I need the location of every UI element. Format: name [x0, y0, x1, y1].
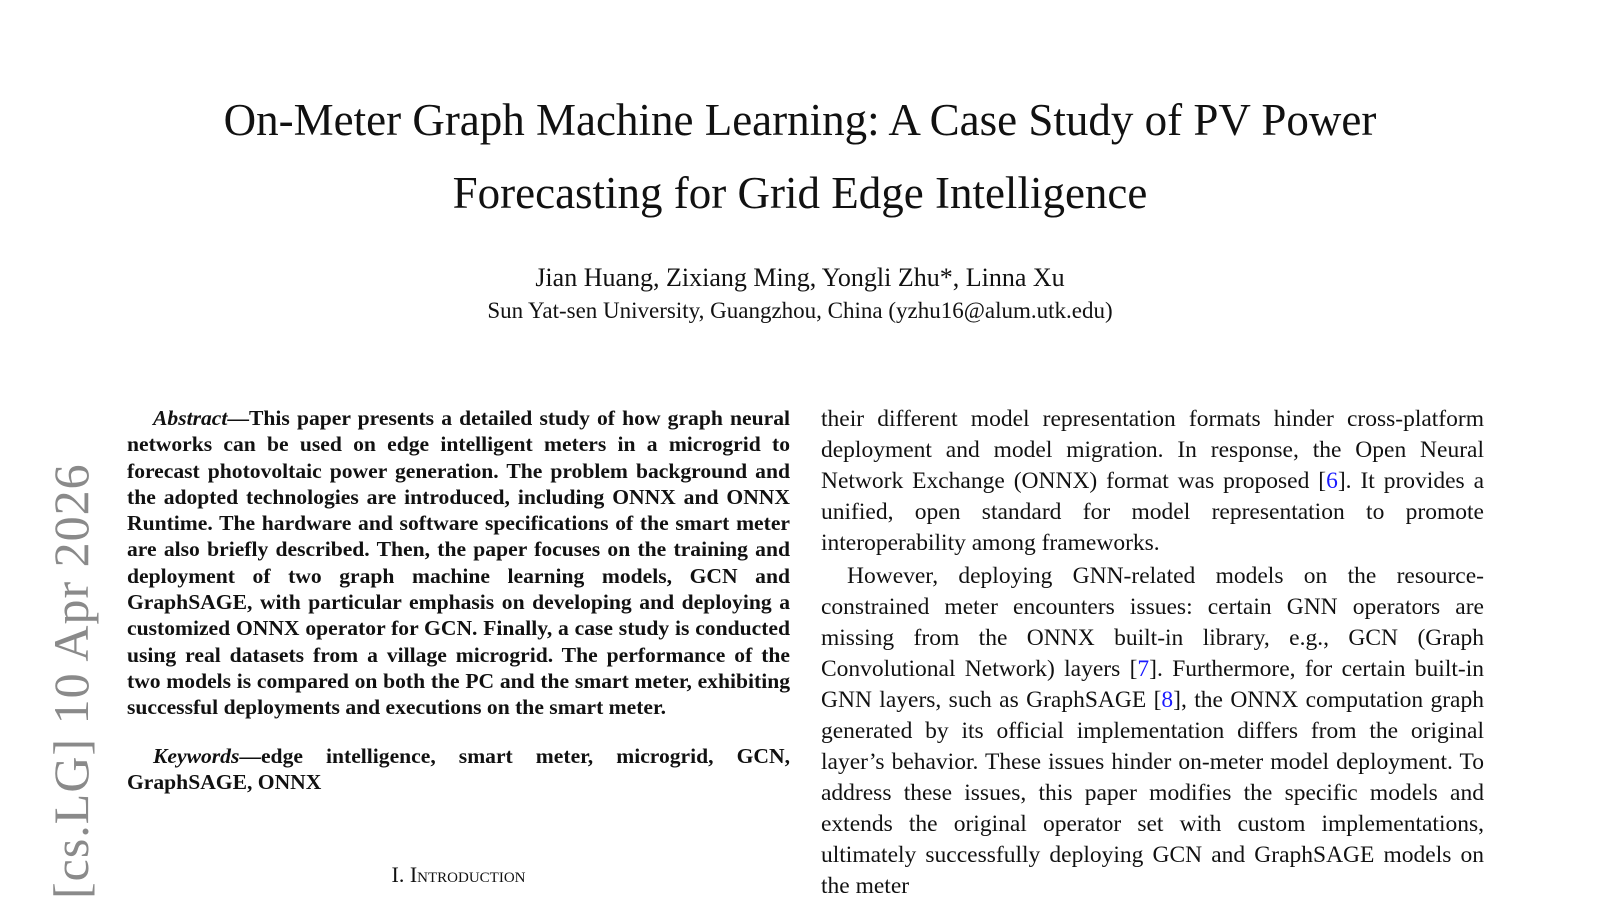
abstract	[127, 405, 790, 721]
paragraph-text: ], the ONNX computation graph generated by its official implementation differs from the original layer’s behavior. These issues hinder on-meter model deployment. To address these issues, this paper modifies the specific models and extends the original operator set with custom implementations, ultimately successfully deploying GCN and GraphSAGE models on the meter	[821, 687, 1484, 899]
affiliation: Sun Yat-sen University, Guangzhou, China (yzhu16@alum.utk.edu)	[487, 298, 1113, 323]
section-heading-introduction: I. Introduction	[391, 862, 526, 887]
abstract-text: This paper presents a detailed study of how graph neural networks can be used on edge intelligent meters in a microgrid to forecast photovoltaic power generation. The problem background and the adopted technologies are introduced, including ONNX and ONNX Runtime. The hardware and software specifications of the smart meter are also briefly described. Then, the paper focuses on the training and deployment of two graph machine learning models, GCN and GraphSAGE, with particular emphasis on developing and deploying a customized ONNX operator for GCN. Finally, a case study is conducted using real datasets from a village microgrid. The performance of the two models is compared on both the PC and the smart meter, exhibiting successful deployments and executions on the smart meter.	[127, 406, 790, 720]
keywords-dash: —	[239, 743, 261, 768]
paragraph-text: ]. Furthermore, for certain built-in GNN layers, such as GraphSAGE [	[821, 656, 1484, 713]
paragraph-text: However, deploying GNN-related models on the resource-constrained meter encounters issues: certain GNN operators are missing from the ONNX built-in library, e.g., GCN (Graph Convolutional Network) layers [	[821, 563, 1484, 682]
paragraph-1	[821, 404, 1484, 559]
keywords	[127, 743, 790, 796]
citation-link-6[interactable]: 6	[1326, 468, 1338, 494]
citation-link-7[interactable]: 7	[1137, 656, 1150, 682]
abstract-dash: —	[227, 406, 249, 430]
abstract-label: Abstract	[153, 406, 228, 430]
paragraph-text: their different model representation formats hinder cross-platform deployment and model migration. In response, the Open Neural Network Exchange (ONNX) format was proposed [	[821, 406, 1484, 494]
citation-link-8[interactable]: 8	[1161, 687, 1174, 713]
title-line-1: On-Meter Graph Machine Learning: A Case Study of PV Power	[223, 95, 1377, 145]
keywords-label: Keywords	[153, 743, 240, 768]
title-line-2: Forecasting for Grid Edge Intelligence	[452, 168, 1148, 218]
left-column	[127, 405, 790, 795]
keywords-text: edge intelligence, smart meter, microgrid, GCN, GraphSAGE, ONNX	[127, 743, 790, 794]
paragraph-2	[821, 561, 1484, 902]
arxiv-stamp: [cs.LG] 10 Apr 2026	[43, 463, 99, 899]
author-list: Jian Huang, Zixiang Ming, Yongli Zhu*, Linna Xu	[535, 263, 1065, 292]
right-column	[821, 404, 1484, 902]
paragraph-text: ]. It provides a unified, open standard for model representation to promote interoperability among frameworks.	[821, 468, 1484, 556]
paper-title	[0, 84, 1600, 230]
